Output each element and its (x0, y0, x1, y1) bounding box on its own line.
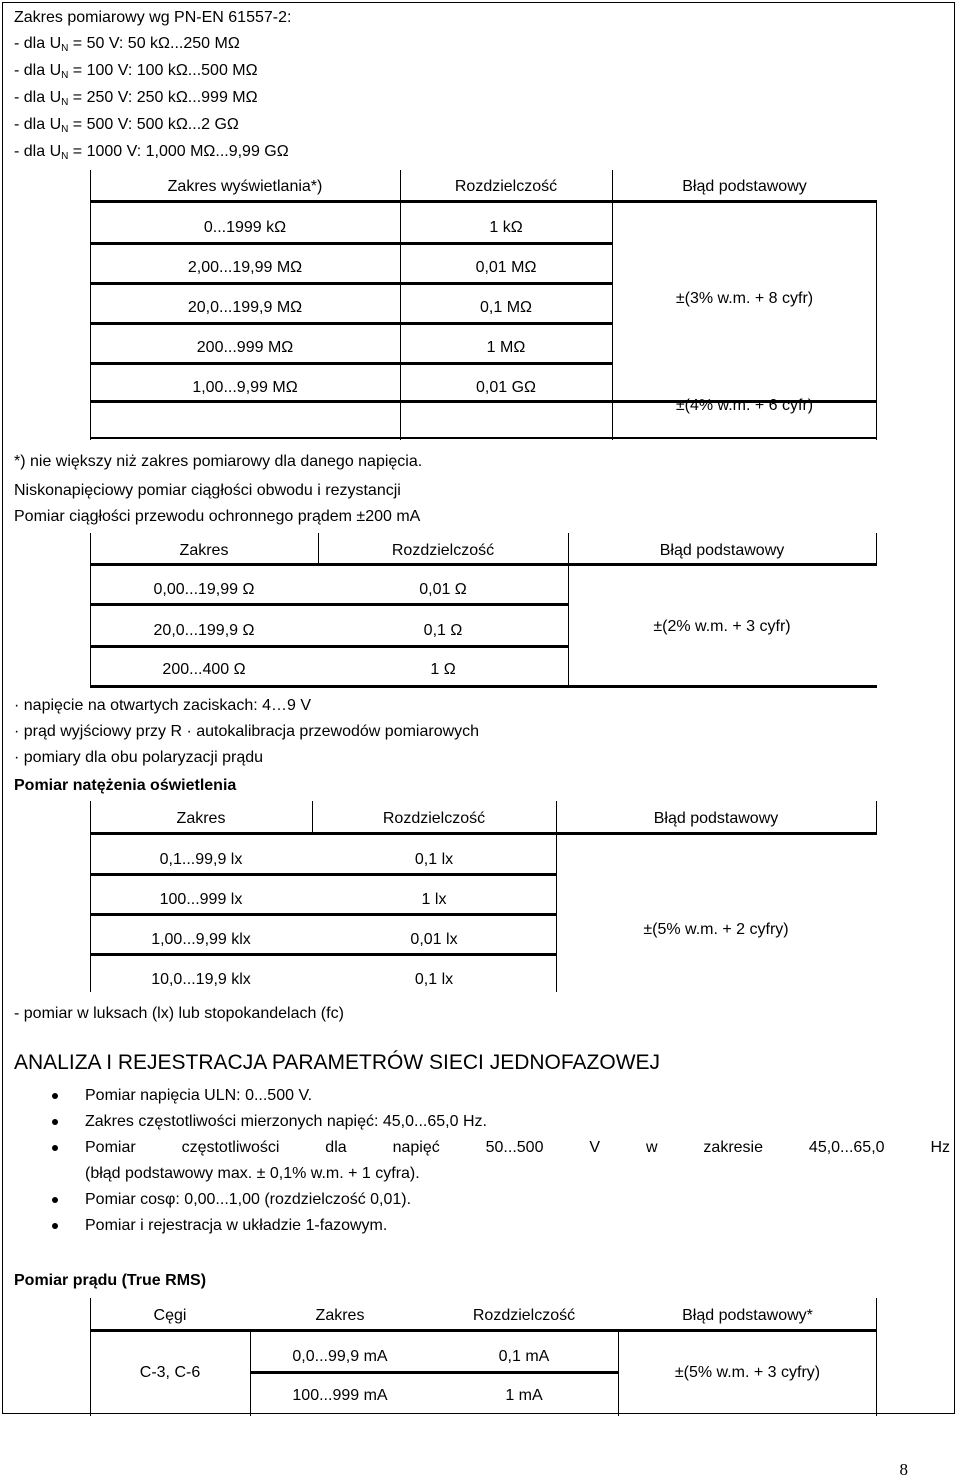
table-cell-range: 0,0...99,9 mA (292, 1348, 388, 1365)
table-divider (90, 437, 877, 439)
continuity-note: · prąd wyjściowy przy R · autokalibracja przewodów pomiarowych (14, 723, 480, 740)
continuity-subtitle: Pomiar ciągłości przewodu ochronnego prądem ±200 mA (14, 508, 421, 525)
table-divider (90, 1329, 877, 1332)
range-line-value: = 250 V: 250 kΩ...999 MΩ (68, 89, 258, 106)
table-cell-resolution: 0,1 MΩ (480, 299, 532, 316)
range-line-prefix: - dla U (14, 116, 62, 133)
insulation-range-line (14, 61, 258, 81)
table-cell-range: 200...999 MΩ (196, 339, 294, 356)
table-border (312, 801, 313, 832)
table-cell-range: 100...999 lx (159, 891, 243, 908)
table-cell-range: 0,1...99,9 lx (159, 851, 243, 868)
table-divider (90, 873, 556, 876)
header-basic-error: Błąd podstawowy (659, 542, 785, 559)
error-cell: ±(4% w.m. + 6 cyfr) (675, 397, 814, 414)
table-cell-resolution: 0,1 lx (414, 971, 454, 988)
table-divider (90, 645, 568, 648)
bullet-icon (52, 1145, 58, 1151)
analysis-bullet: Pomiar częstotliwości dla napięć 50...500 V w zakresie 45,0...65,0 Hz (85, 1139, 950, 1156)
insulation-footnote: *) nie większy niż zakres pomiarowy dla danego napięcia. (14, 453, 423, 470)
table-divider (90, 913, 556, 916)
illuminance-title: Pomiar natężenia oświetlenia (14, 777, 237, 794)
table-cell-range: 0...1999 kΩ (203, 219, 287, 236)
range-line-prefix: - dla U (14, 35, 62, 52)
error-cell: ±(3% w.m. + 8 cyfr) (675, 290, 814, 307)
analysis-bullet: Pomiar i rejestracja w układzie 1-fazowym. (85, 1217, 388, 1234)
header-resolution: Rozdzielczość (472, 1307, 576, 1324)
page-number: 8 (899, 1460, 908, 1479)
table-cell-resolution: 1 MΩ (486, 339, 526, 356)
table-cell-resolution: 1 lx (421, 891, 447, 908)
continuity-note: · pomiary dla obu polaryzacji prądu (14, 749, 264, 766)
table-cell-resolution: 0,1 mA (498, 1348, 550, 1365)
range-line-prefix: - dla U (14, 62, 62, 79)
error-cell: ±(5% w.m. + 3 cyfry) (674, 1364, 821, 1381)
table-cell-range: 1,00...9,99 klx (151, 931, 251, 948)
table-divider (90, 362, 612, 365)
range-line-subscript: N (61, 151, 69, 162)
insulation-range-line (14, 142, 289, 162)
range-line-subscript: N (61, 43, 69, 54)
table-cell-range: 1,00...9,99 MΩ (192, 379, 298, 396)
table-divider (90, 282, 612, 285)
table-border (876, 801, 877, 832)
range-line-prefix: - dla U (14, 143, 62, 160)
analysis-bullet: Pomiar cosφ: 0,00...1,00 (rozdzielczość 0,01). (85, 1191, 412, 1208)
header-resolution: Rozdzielczość (382, 810, 486, 827)
table-divider (90, 322, 612, 325)
analysis-bullet: Zakres częstotliwości mierzonych napięć: 45,0...65,0 Hz. (85, 1113, 487, 1130)
table-cell-resolution: 1 mA (505, 1387, 543, 1404)
table-border (568, 533, 569, 688)
header-range: Zakres (176, 810, 226, 827)
table-cell-resolution: 1 kΩ (489, 219, 523, 236)
analysis-bullet-continuation: (błąd podstawowy max. ± 0,1% w.m. + 1 cyfra). (85, 1165, 420, 1182)
table-divider (90, 953, 556, 956)
table-divider (90, 242, 612, 245)
table-cell-range: 200...400 Ω (162, 661, 246, 678)
insulation-range-line (14, 88, 258, 108)
table-border (318, 533, 319, 563)
table-border (876, 533, 877, 563)
table-cell-resolution: 0,01 GΩ (476, 379, 536, 396)
analysis-bullet: Pomiar napięcia ULN: 0...500 V. (85, 1087, 313, 1104)
continuity-title: Niskonapięciowy pomiar ciągłości obwodu i rezystancji (14, 482, 401, 499)
table-cell-resolution: 0,01 Ω (419, 581, 467, 598)
header-basic-error: Błąd podstawowy (682, 178, 807, 195)
current-title: Pomiar prądu (True RMS) (14, 1272, 207, 1289)
table-cell-range: 100...999 mA (292, 1387, 388, 1404)
table-cell-resolution: 0,01 lx (410, 931, 458, 948)
range-line-value: = 50 V: 50 kΩ...250 MΩ (68, 35, 240, 52)
error-cell: ±(2% w.m. + 3 cyfr) (653, 618, 791, 635)
table-divider (250, 1371, 618, 1374)
header-resolution: Rozdzielczość (454, 178, 558, 195)
bullet-icon (52, 1119, 58, 1125)
header-basic-error: Błąd podstawowy* (682, 1307, 813, 1324)
table-divider (90, 832, 877, 835)
table-divider (90, 200, 877, 203)
table-cell-range: 10,0...19,9 klx (151, 971, 251, 988)
range-line-subscript: N (61, 70, 69, 81)
table-divider (90, 685, 877, 688)
bullet-icon (52, 1197, 58, 1203)
table-divider (90, 563, 877, 566)
range-line-value: = 500 V: 500 kΩ...2 GΩ (68, 116, 239, 133)
analysis-heading: ANALIZA I REJESTRACJA PARAMETRÓW SIECI JEDNOFAZOWEJ (14, 1051, 661, 1074)
header-resolution: Rozdzielczość (391, 542, 495, 559)
header-display-range: Zakres wyświetlania*) (167, 178, 323, 195)
table-cell-range: 20,0...199,9 Ω (153, 622, 255, 639)
table-cell-range: 20,0...199,9 MΩ (187, 299, 303, 316)
continuity-note: · napięcie na otwartych zaciskach: 4…9 V (14, 697, 312, 714)
table-border (556, 801, 557, 992)
illuminance-note: - pomiar w luksach (lx) lub stopokandelach (fc) (14, 1005, 344, 1022)
header-range: Zakres (179, 542, 229, 559)
error-cell: ±(5% w.m. + 2 cyfry) (643, 921, 789, 938)
range-line-value: = 1000 V: 1,000 MΩ...9,99 GΩ (68, 143, 289, 160)
range-line-subscript: N (61, 97, 69, 108)
table-cell-range: 0,00...19,99 Ω (153, 581, 255, 598)
table-cell-resolution: 0,01 MΩ (475, 259, 537, 276)
table-border (90, 1298, 91, 1416)
table-divider (90, 603, 568, 606)
range-line-value: = 100 V: 100 kΩ...500 MΩ (68, 62, 258, 79)
table-cell-resolution: 0,1 lx (414, 851, 454, 868)
table-cell-resolution: 1 Ω (430, 661, 456, 678)
insulation-title: Zakres pomiarowy wg PN-EN 61557-2: (14, 9, 292, 26)
insulation-range-line (14, 34, 240, 54)
header-range: Zakres (315, 1307, 365, 1324)
bullet-icon (52, 1093, 58, 1099)
table-border (876, 1298, 877, 1416)
header-basic-error: Błąd podstawowy (653, 810, 779, 827)
insulation-range-line (14, 115, 239, 135)
table-cell-resolution: 0,1 Ω (423, 622, 463, 639)
range-line-subscript: N (61, 124, 69, 135)
bullet-icon (52, 1223, 58, 1229)
range-line-prefix: - dla U (14, 89, 62, 106)
table-cell-clamp: C-3, C-6 (139, 1364, 201, 1381)
table-cell-range: 2,00...19,99 MΩ (187, 259, 303, 276)
header-clamp: Cęgi (153, 1307, 187, 1324)
